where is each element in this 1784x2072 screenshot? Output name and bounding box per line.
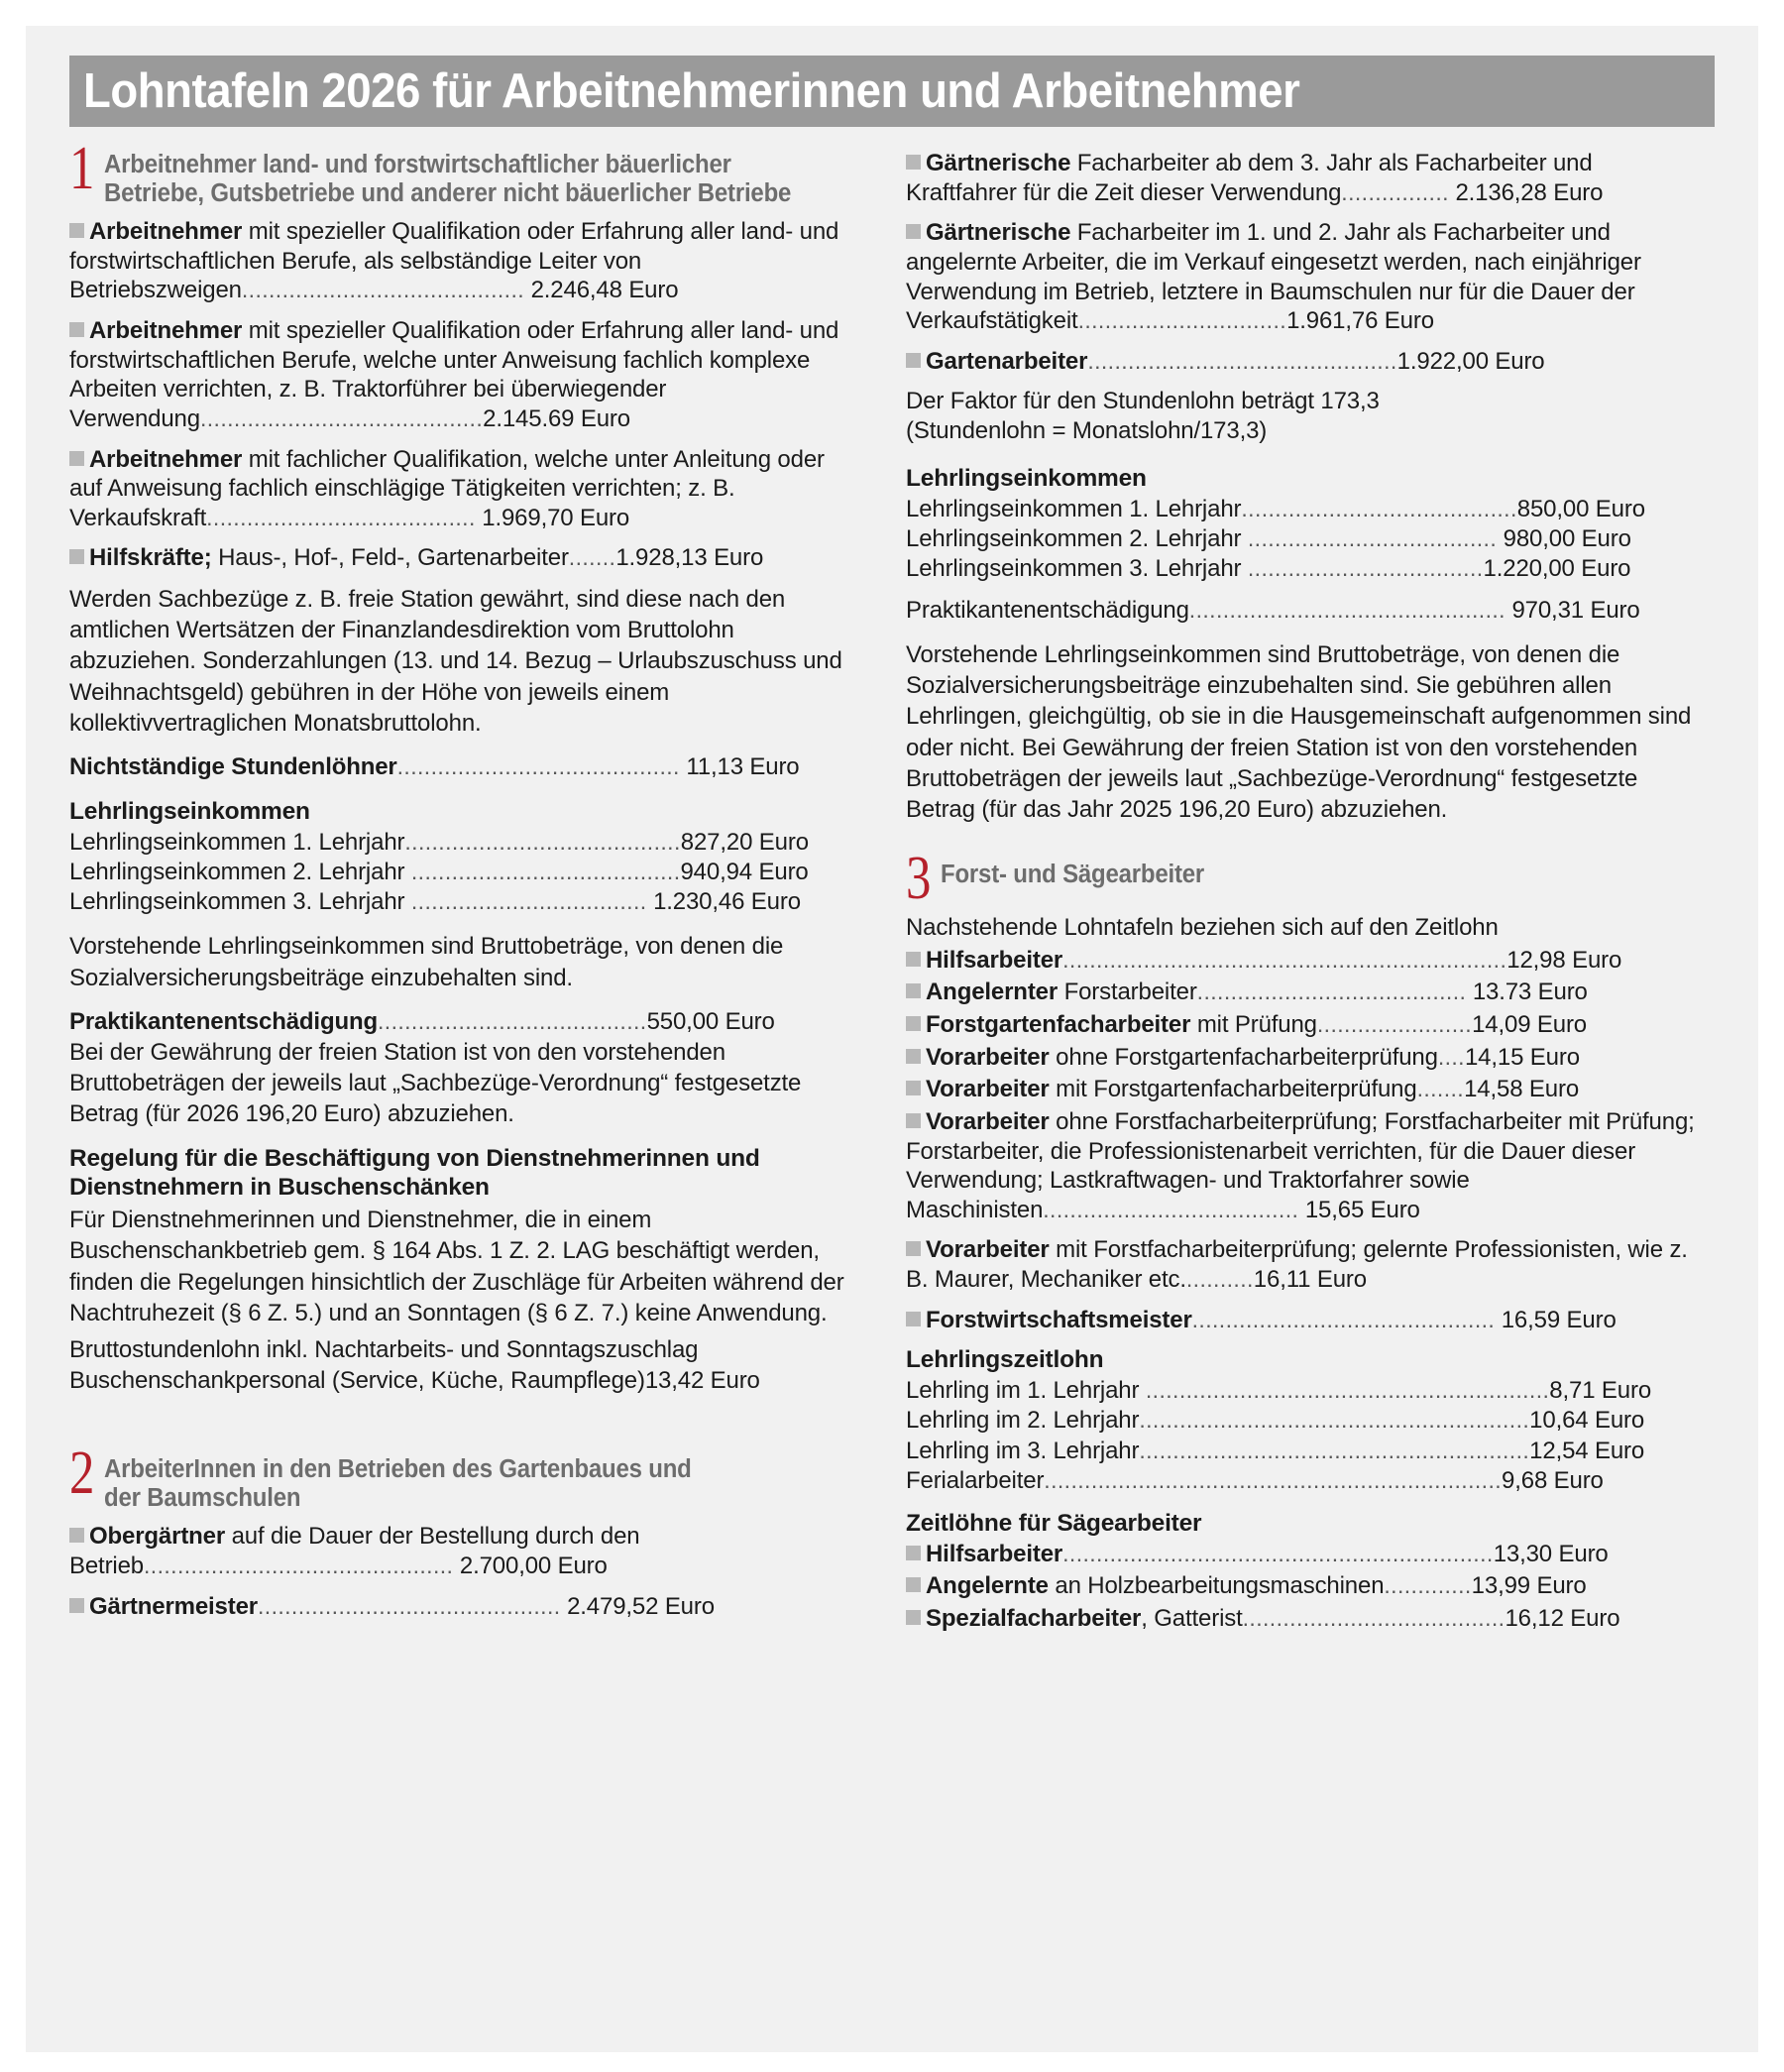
lehrling-label: Lehrling im 1. Lehrjahr xyxy=(906,1377,1146,1405)
page-header-banner xyxy=(69,56,1715,127)
wage-entry xyxy=(69,217,862,305)
entry-bold-lead: Vorarbeiter xyxy=(926,1076,1050,1103)
bullet-square-icon xyxy=(906,224,921,239)
entry-bold-lead: Vorarbeiter xyxy=(926,1236,1050,1264)
entry-text: mit Prüfung xyxy=(1190,1011,1317,1039)
lehrling-row xyxy=(69,828,862,858)
entry-bold-lead: Hilfsarbeiter xyxy=(926,946,1063,974)
leader-dots: ........................................ xyxy=(410,859,681,885)
lehrling-label: Lehrlingseinkommen 2. Lehrjahr xyxy=(906,524,1248,552)
wage-entry xyxy=(906,1043,1699,1073)
leader-dots: ........................................ xyxy=(206,504,476,530)
leader-dots: ............................................. xyxy=(257,1592,561,1619)
entry-bold-lead: Gärtnerische xyxy=(926,150,1071,176)
brutto-note: Vorstehende Lehrlingseinkommen sind Bruttobeträge, von denen die Sozialversicherungsbeiträge einzubehalten sind. Sie gebühren allen Lehrlingen, gleichgültig, ob sie in die Hausgemeinschaft aufgenommen sind oder nicht. Bei Gewährung der freien Station ist von den vorstehenden Bruttobeträgen der jeweils laut „Sachbezüge-Verordnung“ festgesetzte Betrag (für das Jahr 2025 196,20 Euro) abzuziehen. xyxy=(906,641,1692,823)
lehrling-amount: 1.220,00 Euro xyxy=(1483,554,1631,582)
page-bottom-margin xyxy=(0,2052,1784,2072)
section-1-heading xyxy=(69,135,862,208)
faktor-note-line-2: (Stundenlohn = Monatslohn/173,3) xyxy=(906,417,1268,445)
stundenloehner-label: Nichtständige Stundenlöhner xyxy=(69,752,397,780)
leader-dots: .......................................... xyxy=(396,752,680,779)
wage-entry xyxy=(906,1571,1699,1601)
wage-entry xyxy=(906,149,1699,207)
praktikanten-label: Praktikantenentschädigung xyxy=(69,1007,378,1035)
buschenschank-wage xyxy=(69,1334,862,1396)
bullet-square-icon xyxy=(906,1241,921,1256)
wage-entry xyxy=(69,1592,862,1622)
leader-dots: .......................................... xyxy=(241,277,525,303)
wage-entry xyxy=(906,1604,1699,1634)
leader-dots: ............. xyxy=(1384,1572,1472,1599)
entry-bold-lead: Spezialfacharbeiter xyxy=(926,1605,1142,1633)
lehrling-row xyxy=(906,1437,1699,1466)
lehrling-amount: 980,00 Euro xyxy=(1503,524,1631,552)
entry-amount: 2.145.69 Euro xyxy=(483,404,630,432)
wage-entry xyxy=(906,978,1699,1007)
entry-bold-lead: Angelernter xyxy=(926,978,1059,1006)
entry-text: auf die Dauer der Bestellung durch den Betrieb xyxy=(69,1523,640,1580)
wage-entry xyxy=(69,543,862,573)
leader-dots: ............................................... xyxy=(1188,596,1505,623)
lehrlingseinkommen-heading: Lehrlingseinkommen xyxy=(906,464,1147,492)
leader-dots: ............................................................ xyxy=(1145,1377,1550,1404)
leader-dots: ......................................... xyxy=(404,829,681,856)
entry-bold-lead: Vorarbeiter xyxy=(926,1043,1050,1071)
lehrling-row xyxy=(906,524,1699,554)
bullet-square-icon xyxy=(906,952,921,967)
wage-entry xyxy=(69,1522,862,1580)
leader-dots: .............................................. xyxy=(1087,347,1397,374)
entry-amount: 12,98 Euro xyxy=(1506,946,1622,974)
entry-bold-lead: Hilfskräfte; xyxy=(89,544,212,572)
bullet-square-icon xyxy=(69,1528,84,1543)
entry-text: mit Forstgartenfacharbeiterprüfung xyxy=(1049,1076,1417,1103)
entry-bold-lead: Gärtnerische xyxy=(926,219,1071,247)
praktikanten-row xyxy=(69,1007,862,1037)
entry-text: Facharbeiter im 1. und 2. Jahr als Facharbeiter und angelernte Arbeiter, die im Verkauf eingesetzt werden, nach einjähriger Verwendung im Betrieb, letztere in Baumschulen nur für die Dauer der Verkaufstätigkeit xyxy=(906,219,1641,335)
wage-entry xyxy=(906,1540,1699,1569)
section-3-intro: Nachstehende Lohntafeln beziehen sich auf den Zeitlohn xyxy=(906,913,1499,941)
wage-entry xyxy=(906,1235,1699,1294)
entry-bold-lead: Angelernte xyxy=(926,1572,1049,1600)
wage-entry xyxy=(906,218,1699,336)
entry-bold-lead: Arbeitnehmer xyxy=(89,445,243,473)
bullet-square-icon xyxy=(906,1016,921,1031)
bullet-square-icon xyxy=(906,353,921,368)
entry-amount: 16,11 Euro xyxy=(1253,1266,1367,1294)
leader-dots: .......................................................... xyxy=(1139,1437,1530,1463)
lehrling-label: Lehrlingseinkommen 1. Lehrjahr xyxy=(906,495,1242,522)
leader-dots: ...................................... xyxy=(1043,1196,1299,1222)
entry-bold-lead: Forstwirtschaftsmeister xyxy=(926,1306,1192,1333)
lehrlingseinkommen-heading: Lehrlingseinkommen xyxy=(69,798,310,826)
bullet-square-icon xyxy=(69,1598,84,1613)
lehrling-label: Lehrling im 2. Lehrjahr xyxy=(906,1407,1140,1435)
bullet-square-icon xyxy=(906,155,921,170)
lehrling-amount: 12,54 Euro xyxy=(1529,1437,1645,1464)
entry-amount: 14,15 Euro xyxy=(1464,1043,1580,1071)
buschenschank-wage-text: Bruttostundenlohn inkl. Nachtarbeits- und Sonntagszuschlag Buschenschankpersonal (Service, Küche, Raumpflege) xyxy=(69,1335,699,1395)
lehrling-label: Lehrlingseinkommen 3. Lehrjahr xyxy=(906,554,1248,582)
leader-dots: ....... xyxy=(568,544,616,571)
two-column-body xyxy=(69,135,1715,1637)
entry-text: ohne Forstgartenfacharbeiterprüfung xyxy=(1049,1043,1438,1071)
stundenloehner-amount: 11,13 Euro xyxy=(686,752,800,780)
entry-text: an Holzbearbeitungsmaschinen xyxy=(1048,1572,1385,1600)
section-2-heading xyxy=(69,1439,862,1513)
entry-amount: 14,58 Euro xyxy=(1464,1076,1580,1103)
lehrling-amount: 1.230,46 Euro xyxy=(653,888,801,916)
bullet-square-icon xyxy=(906,1081,921,1095)
page-top-margin xyxy=(0,0,1784,26)
leader-dots: .... xyxy=(1437,1043,1465,1070)
bullet-square-icon xyxy=(906,983,921,998)
entry-bold-lead: Arbeitnehmer xyxy=(89,218,243,246)
leader-dots: ....... xyxy=(1416,1076,1465,1102)
buschenschank-note: Für Dienstnehmerinnen und Dienstnehmer, die in einem Buschenschankbetrieb gem. § 164 Abs. 1 Z. 2. LAG beschäftigt werden, finden die Regelungen hinsichtlich der Zuschläge für Arbeiten während der Nachtruhezeit (§ 6 Z. 5.) und an Sonntagen (§ 6 Z. 7.) keine Anwendung. xyxy=(69,1207,844,1326)
entry-amount: 2.136,28 Euro xyxy=(1455,178,1604,206)
entry-bold-lead: Vorarbeiter xyxy=(926,1107,1050,1135)
entry-amount: 2.246,48 Euro xyxy=(530,277,679,304)
left-column xyxy=(69,135,862,1637)
section-3-heading xyxy=(906,845,1699,913)
praktikanten-amount: 970,31 Euro xyxy=(1511,596,1640,624)
entry-bold-lead: Obergärtner xyxy=(89,1523,226,1551)
wage-entry xyxy=(69,445,862,533)
lehrling-amount: 850,00 Euro xyxy=(1516,495,1645,522)
lehrling-label: Lehrling im 3. Lehrjahr xyxy=(906,1437,1140,1464)
entry-amount: 16,12 Euro xyxy=(1505,1605,1620,1633)
entry-amount: 15,65 Euro xyxy=(1304,1196,1420,1223)
lehrling-label: Ferialarbeiter xyxy=(906,1466,1045,1494)
lehrling-label: Lehrlingseinkommen 2. Lehrjahr xyxy=(69,859,411,886)
leader-dots: ......................................... xyxy=(1241,495,1517,521)
bullet-square-icon xyxy=(906,1610,921,1625)
wage-entry xyxy=(906,347,1699,377)
page-title: Lohntafeln 2026 für Arbeitnehmerinnen und Arbeitnehmer xyxy=(83,63,1300,118)
lehrling-amount: 10,64 Euro xyxy=(1529,1407,1645,1435)
leader-dots: .......................................................... xyxy=(1139,1407,1530,1434)
entry-bold-lead: Gartenarbeiter xyxy=(926,347,1088,375)
lehrling-row xyxy=(69,858,862,887)
lehrling-amount: 940,94 Euro xyxy=(680,859,809,886)
bullet-square-icon xyxy=(69,322,84,337)
lehrling-label: Lehrlingseinkommen 3. Lehrjahr xyxy=(69,888,411,916)
bullet-square-icon xyxy=(906,1577,921,1592)
entry-text: mit spezieller Qualifikation oder Erfahrung aller land- und forstwirtschaftlichen Berufe, welche unter Anweisung fachlich komplexe Arbeiten verrichten, z. B. Traktorführer bei überwiegender Verwendung xyxy=(69,317,839,432)
praktikanten-row xyxy=(906,596,1699,626)
lehrling-row xyxy=(906,495,1699,524)
entry-bold-lead: Gärtnermeister xyxy=(89,1592,258,1620)
entry-bold-lead: Arbeitnehmer xyxy=(89,317,243,344)
leader-dots: .......... xyxy=(1185,1266,1254,1293)
leader-dots: ................ xyxy=(1341,178,1449,205)
leader-dots: ................................... xyxy=(410,888,647,915)
leader-dots: ............................... xyxy=(1077,307,1287,334)
leader-dots: ................................... xyxy=(1247,554,1484,581)
wage-entry xyxy=(906,1306,1699,1335)
lehrling-row xyxy=(906,1406,1699,1436)
right-column xyxy=(906,149,1699,1637)
entry-amount: 13,30 Euro xyxy=(1493,1540,1609,1567)
entry-amount: 13,99 Euro xyxy=(1471,1572,1587,1600)
section-2-number: 2 xyxy=(69,1439,95,1508)
lehrling-row xyxy=(906,554,1699,584)
leader-dots: .............................................. xyxy=(144,1553,454,1579)
bullet-square-icon xyxy=(906,1312,921,1326)
wage-entry xyxy=(906,1075,1699,1104)
leader-dots: ........................................ xyxy=(377,1007,647,1034)
section-1-number: 1 xyxy=(69,135,95,202)
wage-entry xyxy=(69,316,862,434)
lehrling-amount: 827,20 Euro xyxy=(680,829,809,857)
leader-dots: ............................................. xyxy=(1191,1306,1496,1332)
bullet-square-icon xyxy=(69,549,84,564)
leader-dots: ....................................... xyxy=(1242,1605,1505,1632)
buschenschank-heading: Regelung für die Beschäftigung von Dienstnehmerinnen und Dienstnehmern in Buschenschänken xyxy=(69,1145,760,1202)
bullet-square-icon xyxy=(69,223,84,238)
lehrling-amount: 8,71 Euro xyxy=(1549,1377,1652,1405)
entry-amount: 1.928,13 Euro xyxy=(615,544,764,572)
entry-amount: 2.479,52 Euro xyxy=(567,1592,715,1620)
lehrling-label: Lehrlingseinkommen 1. Lehrjahr xyxy=(69,829,405,857)
entry-bold-lead: Hilfsarbeiter xyxy=(926,1540,1063,1567)
leader-dots: ....................... xyxy=(1316,1011,1473,1038)
entry-amount: 13.73 Euro xyxy=(1472,978,1588,1006)
stundenloehner-row xyxy=(69,752,862,782)
lehrling-row xyxy=(906,1466,1699,1496)
sachbezuege-note: Werden Sachbezüge z. B. freie Station gewährt, sind diese nach den amtlichen Wertsätzen der Finanzlandesdirektion vom Bruttolohn abzuziehen. Sonderzahlungen (13. und 14. Bezug – Urlaubszuschuss und Weihnachtsgeld) gebühren in der Höhe von jeweils einem kollektivvertraglichen Monatsbruttolohn. xyxy=(69,586,842,737)
entry-text: , Gatterist xyxy=(1141,1605,1243,1633)
entry-text: Facharbeiter ab dem 3. Jahr als Facharbeiter und Kraftfahrer für die Zeit dieser Verwendung xyxy=(906,150,1593,206)
leader-dots: ................................................................ xyxy=(1062,1540,1494,1566)
faktor-note-line-1: Der Faktor für den Stundenlohn beträgt 173,3 xyxy=(906,388,1380,415)
leader-dots: ........................................ xyxy=(1196,978,1467,1005)
entry-bold-lead: Forstgartenfacharbeiter xyxy=(926,1011,1191,1039)
entry-text: mit spezieller Qualifikation oder Erfahrung aller land- und forstwirtschaftlichen Berufe, als selbständige Leiter von Betriebszweigen xyxy=(69,218,839,304)
entry-amount: 1.922,00 Euro xyxy=(1396,347,1545,375)
lehrling-row xyxy=(69,887,862,917)
entry-text: Forstarbeiter xyxy=(1058,978,1197,1006)
wage-entry xyxy=(906,946,1699,976)
entry-text: Haus-, Hof-, Feld-, Gartenarbeiter xyxy=(211,544,569,572)
entry-amount: 16,59 Euro xyxy=(1501,1306,1617,1333)
section-3-title: Forst- und Sägearbeiter xyxy=(941,861,1205,889)
lehrlingseinkommen-note: Vorstehende Lehrlingseinkommen sind Bruttobeträge, von denen die Sozialversicherungsbeiträge einzubehalten sind. xyxy=(69,933,784,991)
section-1-title: Arbeitnehmer land- und forstwirtschaftlicher bäuerlicher Betriebe, Gutsbetriebe und anderer nicht bäuerlicher Betriebe xyxy=(104,151,792,208)
bullet-square-icon xyxy=(69,451,84,466)
praktikanten-note: Bei der Gewährung der freien Station ist von den vorstehenden Bruttobeträgen der jeweils laut „Sachbezüge-Verordnung“ festgesetzte Betrag (für 2026 196,20 Euro) abzuziehen. xyxy=(69,1038,802,1128)
praktikanten-amount: 550,00 Euro xyxy=(646,1007,775,1035)
leader-dots: .................................................................. xyxy=(1062,946,1507,973)
lehrling-row xyxy=(906,1376,1699,1406)
entry-amount: 14,09 Euro xyxy=(1472,1011,1588,1039)
wage-entry xyxy=(906,1010,1699,1040)
lehrlingszeitlohn-heading: Lehrlingszeitlohn xyxy=(906,1346,1104,1374)
lehrling-amount: 9,68 Euro xyxy=(1502,1466,1604,1494)
leader-dots: ..................................... xyxy=(1247,524,1498,551)
bullet-square-icon xyxy=(906,1113,921,1128)
section-3-number: 3 xyxy=(906,845,932,913)
entry-text: ohne Forstfacharbeiterprüfung; Forstfacharbeiter mit Prüfung; Forstarbeiter, die Professionistenarbeit verrichten, für die Dauer dieser Verwendung; Lastkraftwagen- und Traktorfahrer sowie Maschinisten xyxy=(906,1107,1695,1223)
leader-dots: .......................................... xyxy=(199,404,484,431)
entry-amount: 1.961,76 Euro xyxy=(1286,307,1434,335)
section-2-title: ArbeiterInnen in den Betrieben des Gartenbaues und der Baumschulen xyxy=(104,1455,692,1513)
saegearbeiter-heading: Zeitlöhne für Sägearbeiter xyxy=(906,1509,1202,1537)
entry-amount: 2.700,00 Euro xyxy=(459,1553,608,1580)
bullet-square-icon xyxy=(906,1546,921,1560)
entry-text: mit Forstfacharbeiterprüfung; gelernte Professionisten, wie z. B. Maurer, Mechaniker etc. xyxy=(906,1236,1688,1294)
buschenschank-wage-amount: 13,42 Euro xyxy=(644,1367,760,1395)
entry-text: mit fachlicher Qualifikation, welche unter Anleitung oder auf Anweisung fachlich einschlägige Tätigkeiten verrichten; z. B. Verkaufskraft xyxy=(69,445,825,531)
wage-entry xyxy=(906,1107,1699,1225)
bullet-square-icon xyxy=(906,1049,921,1064)
praktikanten-label: Praktikantenentschädigung xyxy=(906,596,1189,624)
entry-amount: 1.969,70 Euro xyxy=(482,504,630,531)
leader-dots: .................................................................... xyxy=(1044,1466,1503,1493)
